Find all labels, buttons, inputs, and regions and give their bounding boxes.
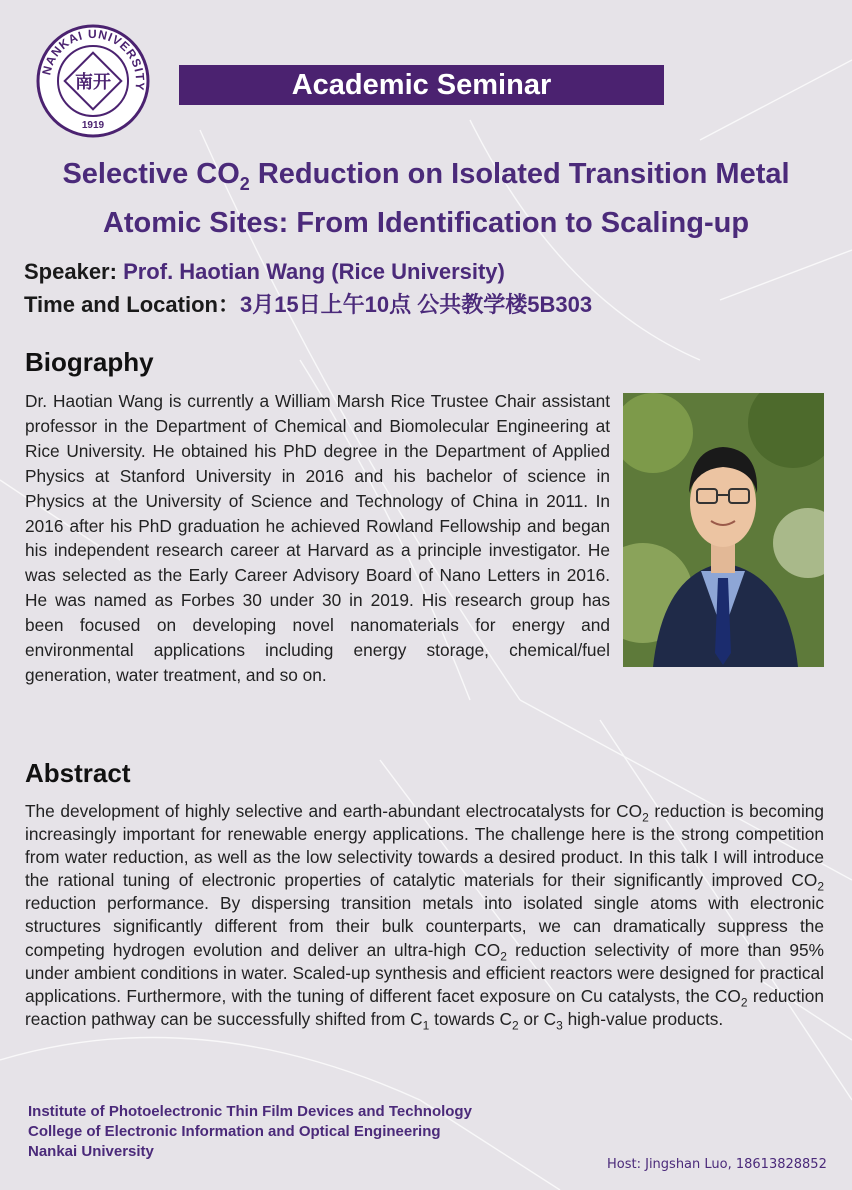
svg-text:南开: 南开: [75, 72, 111, 93]
speaker-line: Speaker: Prof. Haotian Wang (Rice University): [24, 259, 505, 284]
host-info: Host: Jingshan Luo, 18613828852: [607, 1157, 827, 1172]
talk-title: Selective $CO_2$ Reduction on Isolated Transition Metal Atomic Sites: From Identification to Scaling-up: [62, 158, 790, 239]
abstract-text: The development of highly selective and earth-abundant electrocatalysts for $CO_2$ reduction is becoming increasingly important for renewable energy applications. The challenge here is the strong competition from water reduction, as well as the low selectivity towards a desired product. In this talk I will introduce the rational tuning of electronic properties of catalytic materials for their significantly improved $CO_2$ reduction performance. By dispersing transition metals into isolated single atoms with electronic structures significantly different from their bulk counterparts, we can dramatically suppress the competing hydrogen evolution and deliver an ultra-high $CO_2$ reduction selectivity of more than 95% under ambient conditions in water. Scaled-up synthesis and efficient reactors were designed for practical applications. Furthermore, with the tuning of different facet exposure on Cu catalysts, the $CO_2$ reduction reaction pathway can be successfully shifted from $C_1$ towards $C_2$ or $C_3$ high-value products.: [25, 801, 825, 1033]
footer-college: College of Electronic Information and Optical Engineering: [28, 1123, 441, 1140]
footer-institute: Institute of Photoelectronic Thin Film Devices and Technology: [28, 1103, 472, 1120]
svg-text:1919: 1919: [81, 120, 105, 131]
abstract-heading: Abstract: [25, 758, 131, 788]
svg-text:NANKAI UNIVERSITY: NANKAI UNIVERSITY: [39, 26, 148, 92]
footer-university: Nankai University: [28, 1143, 154, 1160]
organizer-footer: [28, 1102, 472, 1162]
biography-heading: Biography: [25, 347, 154, 377]
nankai-university-logo: [36, 24, 150, 138]
speaker-photo: [623, 393, 824, 667]
seminar-banner: Academic Seminar: [179, 65, 664, 105]
biography-text: Dr. Haotian Wang is currently a William Marsh Rice Trustee Chair assistant professor in the Department of Chemical and Biomolecular Engineering at Rice University. He obtained his PhD degree in the Department of Applied Physics at Stanford University in 2016 and his bachelor of science in Physics at the University of Science and Technology of China in 2011. In 2016 after his PhD graduation he achieved Rowland Fellowship and began his independent research career at Harvard as a principle investigator. He was selected as the Early Career Advisory Board of Nano Letters in 2016. He was named as Forbes 30 under 30 in 2019. His research group has been focused on developing novel nanomaterials for energy and environmental applications including energy storage, chemical/fuel generation, water treatment, and so on.: [25, 391, 610, 685]
time-location-line: Time and Location：3月15日上午10点 公共教学楼5B303: [24, 292, 593, 317]
